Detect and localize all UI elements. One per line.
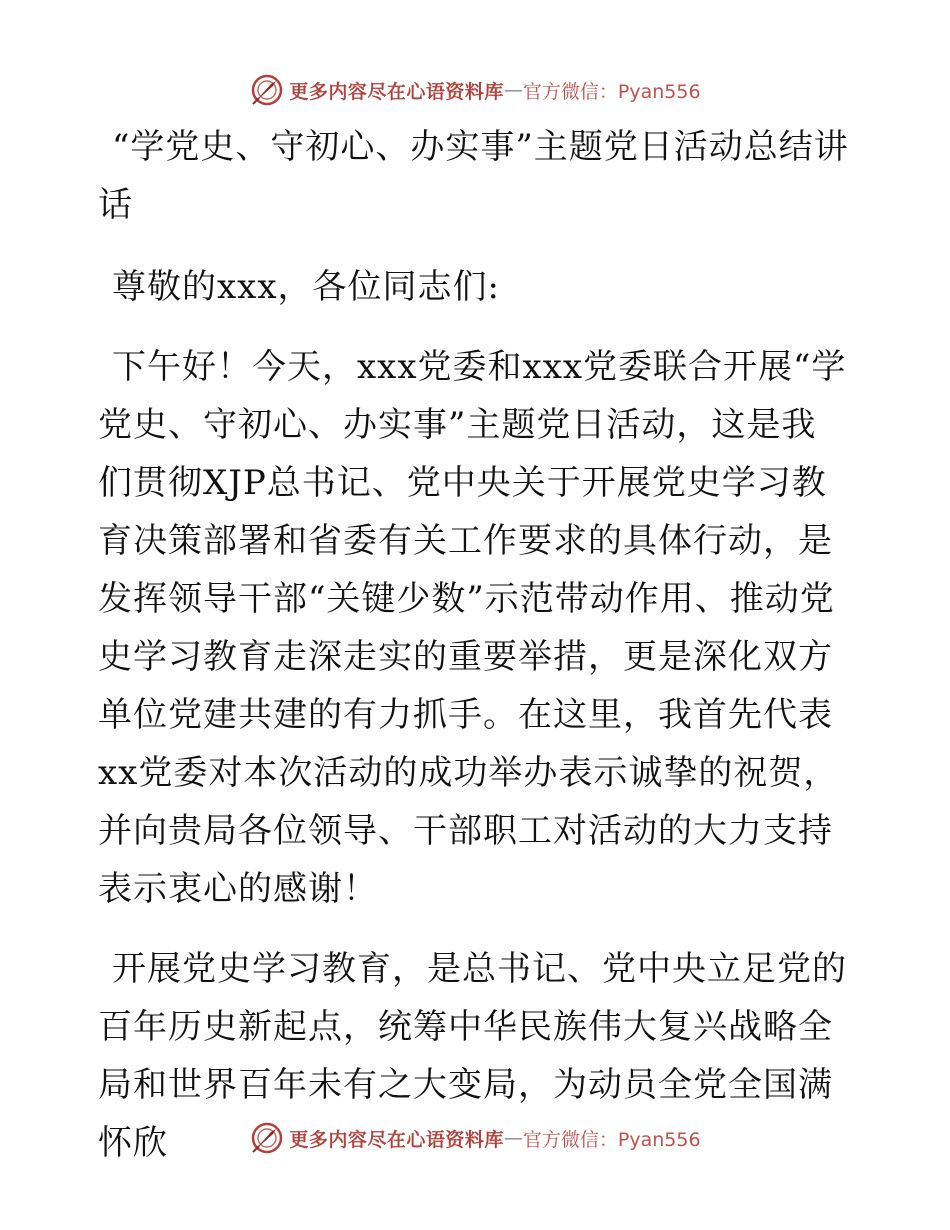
watermark-contact-text: 官方微信：Pyan556 — [522, 80, 701, 103]
document-title: “学党史、守初心、办实事”主题党日活动总结讲话 — [98, 127, 849, 225]
document-body — [98, 118, 850, 1172]
paragraph-2: 开展党史学习教育，是总书记、党中央立足党的百年历史新起点，统筹中华民族伟大复兴战略全局和世界百年未有之大变局，为动员全党全国满怀欣 — [98, 949, 847, 1163]
watermark-main-text: 更多内容尽在心语资料库 — [289, 1128, 504, 1151]
watermark-separator: — — [503, 1127, 523, 1149]
watermark-main-text: 更多内容尽在心语资料库 — [289, 80, 504, 103]
quill-logo-icon — [249, 72, 285, 108]
watermark-separator: — — [503, 79, 523, 101]
quill-logo-icon — [249, 1120, 285, 1156]
paragraph-1: 下午好！今天，xxx党委和xxx党委联合开展“学党史、守初心、办实事”主题党日活动，这是我们贯彻XJP总书记、党中央关于开展党史学习教育决策部署和省委有关工作要求的具体行动，是发挥领导干部“关键少数”示范带动作用、推动党史学习教育走深走实的重要举措，更是深化双方单位党建共建的有力抓手。在这里，我首先代表xx党委对本次活动的成功举办表示诚挚的祝贺，并向贵局各位领导、干部职工对活动的大力支持表示衷心的感谢！ — [98, 347, 847, 909]
watermark-contact-text: 官方微信：Pyan556 — [522, 1128, 701, 1151]
salutation: 尊敬的xxx，各位同志们: — [112, 267, 500, 307]
footer-watermark — [0, 1118, 950, 1158]
header-watermark — [0, 70, 950, 110]
